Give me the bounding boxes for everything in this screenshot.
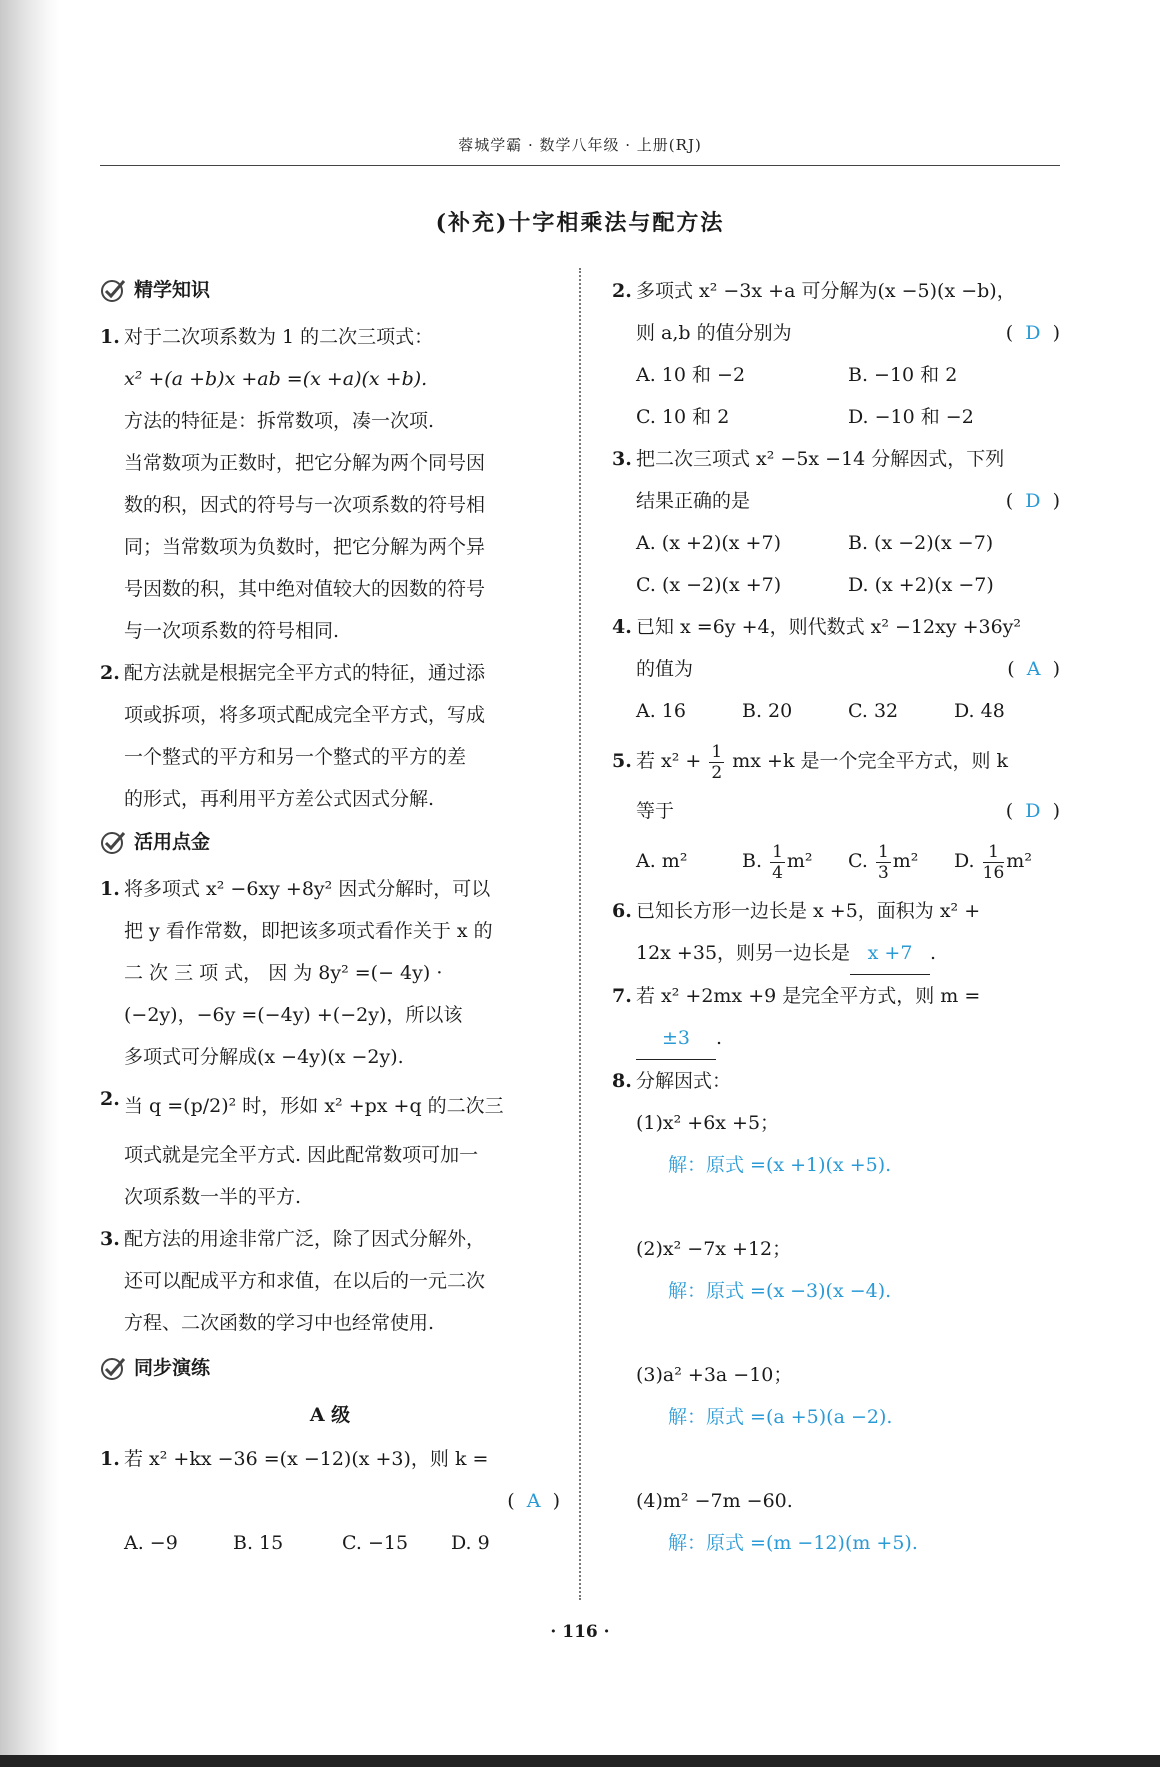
item-number: 6. bbox=[612, 900, 632, 922]
option bbox=[848, 832, 954, 890]
text-line: 当常数项为正数时，把它分解为两个同号因 bbox=[124, 452, 486, 474]
option-term: m² bbox=[786, 850, 813, 872]
option: A. 16 bbox=[636, 700, 686, 722]
page-number: · 116 · bbox=[550, 1622, 610, 1642]
answer-paren: 结果正确的是 ( D ) bbox=[636, 480, 1060, 522]
knowledge-item-1 bbox=[100, 316, 560, 652]
question-7 bbox=[612, 975, 1060, 1060]
question-stem: 12x +35，则另一边长是 x +7 . bbox=[636, 932, 1060, 975]
options-row bbox=[636, 832, 1060, 890]
options-row bbox=[636, 690, 1060, 732]
question-stem: 结果正确的是 bbox=[636, 490, 751, 512]
options-row bbox=[636, 396, 1060, 438]
answer-choice: A bbox=[1026, 658, 1041, 680]
answer-choice: A bbox=[526, 1490, 541, 1512]
fill-blank-answer: x +7 bbox=[850, 932, 930, 975]
question-stem: 若 x² +2mx +9 是完全平方式，则 m = bbox=[636, 985, 981, 1007]
text-line: 数的积，因式的符号与一次项系数的符号相 bbox=[124, 494, 486, 516]
text-line: 与一次项系数的符号相同. bbox=[124, 620, 340, 642]
denominator: 3 bbox=[877, 862, 889, 883]
text-line: 项或拆项，将多项式配成完全平方式，写成 bbox=[124, 704, 486, 726]
question-stem: 分解因式： bbox=[636, 1070, 732, 1092]
option-letter: B. bbox=[742, 850, 763, 872]
solution-line: 解：原式 =(a +5)(a −2). bbox=[668, 1406, 893, 1428]
denominator: 2 bbox=[711, 762, 723, 783]
answer-paren: 等于 ( D ) bbox=[636, 790, 1060, 832]
question-stem: ±3 . bbox=[636, 1017, 1060, 1060]
question-stem: 则 a,b 的值分别为 bbox=[636, 322, 792, 344]
option bbox=[954, 832, 1060, 890]
textbook-page bbox=[100, 0, 1060, 1750]
tip-item-2 bbox=[100, 1078, 560, 1218]
answer-choice: D bbox=[1025, 800, 1041, 822]
options-row bbox=[124, 1522, 560, 1564]
option-term: m² bbox=[892, 850, 919, 872]
check-badge-icon bbox=[100, 277, 126, 303]
answer-paren: 的值为 ( A ) bbox=[636, 648, 1060, 690]
question-stem: 若 x² +kx −36 =(x −12)(x +3)，则 k = bbox=[124, 1448, 489, 1470]
answer-paren: ( A ) bbox=[507, 1490, 560, 1512]
option: A. (x +2)(x +7) bbox=[636, 532, 781, 554]
section-heading-practice bbox=[100, 1348, 560, 1388]
question-stem: 把二次三项式 x² −5x −14 分解因式，下列 bbox=[636, 448, 1005, 470]
item-number: 8. bbox=[612, 1070, 632, 1092]
option: C. 10 和 2 bbox=[636, 406, 730, 428]
item-number: 4. bbox=[612, 616, 632, 638]
text-line: (−2y)，−6y =(−4y) +(−2y)，所以该 bbox=[124, 1004, 463, 1026]
item-number: 2. bbox=[612, 280, 632, 302]
question-2 bbox=[612, 270, 1060, 438]
option: C. (x −2)(x +7) bbox=[636, 574, 782, 596]
question-stem: 多项式 x² −3x +a 可分解为(x −5)(x −b)， bbox=[636, 280, 1016, 302]
denominator: 4 bbox=[772, 862, 783, 883]
option bbox=[742, 832, 848, 890]
text-line: 方程、二次函数的学习中也经常使用. bbox=[124, 1312, 435, 1334]
fraction bbox=[709, 742, 724, 783]
level-label: A 级 bbox=[309, 1404, 351, 1426]
formula-line: x² +(a +b)x +ab =(x +a)(x +b). bbox=[124, 368, 428, 390]
question-4 bbox=[612, 606, 1060, 732]
denominator: 16 bbox=[982, 862, 1005, 883]
text-line: 二 次 三 项 式， 因 为 8y² =(− 4y) · bbox=[124, 962, 443, 984]
column-divider bbox=[579, 268, 581, 1600]
fill-blank-answer: ±3 bbox=[636, 1017, 716, 1060]
knowledge-item-2 bbox=[100, 652, 560, 820]
option-term: m² bbox=[1006, 850, 1032, 872]
option: D. 9 bbox=[451, 1532, 490, 1554]
text-line: 次项系数一半的平方. bbox=[124, 1186, 302, 1208]
option: C. 32 bbox=[848, 700, 899, 722]
text-line: 配方法的用途非常广泛，除了因式分解外， bbox=[124, 1228, 486, 1250]
sub-problem: (4)m² −7m −60. bbox=[636, 1490, 793, 1512]
text-line: 当 q =(p/2)² 时，形如 x² +px +q 的二次三 bbox=[124, 1095, 504, 1117]
answer-paren: 则 a,b 的值分别为 ( D ) bbox=[636, 312, 1060, 354]
option: D. −10 和 −2 bbox=[848, 406, 974, 428]
text-line: 项式就是完全平方式. 因此配常数项可加一 bbox=[124, 1144, 479, 1166]
running-header: 蓉城学霸 · 数学八年级 · 上册(RJ) bbox=[458, 136, 702, 154]
option: A. m² bbox=[636, 850, 688, 872]
stem-part: 12x +35，则另一边长是 bbox=[636, 942, 851, 964]
question-1 bbox=[100, 1438, 560, 1564]
answer-choice: D bbox=[1025, 322, 1041, 344]
fraction bbox=[876, 842, 891, 883]
numerator: 1 bbox=[711, 741, 723, 762]
item-number: 3. bbox=[612, 448, 632, 470]
right-column bbox=[612, 270, 1060, 1564]
text-line: 将多项式 x² −6xy +8y² 因式分解时，可以 bbox=[124, 878, 491, 900]
solution-line: 解：原式 =(m −12)(m +5). bbox=[668, 1532, 918, 1554]
item-number: 2. bbox=[100, 662, 120, 684]
question-stem: 等于 bbox=[636, 800, 675, 822]
solution-line: 解：原式 =(x −3)(x −4). bbox=[668, 1280, 892, 1302]
options-row bbox=[636, 354, 1060, 396]
text-line: 把 y 看作常数，即把该多项式看作关于 x 的 bbox=[124, 920, 493, 942]
item-number: 7. bbox=[612, 985, 632, 1007]
section-heading-label: 同步演练 bbox=[134, 1357, 211, 1379]
solution-line: 解：原式 =(x +1)(x +5). bbox=[668, 1154, 892, 1176]
question-stem: 已知长方形一边长是 x +5，面积为 x² + bbox=[636, 900, 981, 922]
text-line: 对于二次项系数为 1 的二次三项式： bbox=[124, 326, 434, 348]
item-number: 2. bbox=[100, 1088, 120, 1110]
tip-item-1 bbox=[100, 868, 560, 1078]
question-stem bbox=[636, 732, 1060, 790]
fraction bbox=[983, 842, 1005, 883]
section-heading-tips bbox=[100, 822, 560, 862]
section-heading-knowledge bbox=[100, 270, 560, 310]
option: D. 48 bbox=[954, 700, 1005, 722]
options-row bbox=[636, 564, 1060, 606]
left-column bbox=[100, 270, 560, 1564]
option: D. (x +2)(x −7) bbox=[848, 574, 994, 596]
numerator: 1 bbox=[877, 841, 889, 862]
option-letter: D. bbox=[954, 850, 975, 872]
fraction bbox=[770, 842, 785, 883]
page-edge-shadow bbox=[0, 0, 60, 1767]
answer-choice: D bbox=[1025, 490, 1041, 512]
sub-problem: (2)x² −7x +12； bbox=[636, 1238, 792, 1260]
item-number: 1. bbox=[100, 1448, 120, 1470]
bottom-edge-bar bbox=[0, 1755, 1160, 1767]
option: C. −15 bbox=[342, 1532, 409, 1554]
stem-part: mx +k 是一个完全平方式，则 k bbox=[732, 750, 1009, 772]
item-number: 3. bbox=[100, 1228, 120, 1250]
item-number: 1. bbox=[100, 878, 120, 900]
stem-part: 若 x² + bbox=[636, 750, 702, 772]
sub-problem: (1)x² +6x +5； bbox=[636, 1112, 780, 1134]
option: B. (x −2)(x −7) bbox=[848, 532, 994, 554]
text-line: 多项式可分解成(x −4y)(x −2y). bbox=[124, 1046, 404, 1068]
numerator: 1 bbox=[983, 842, 1005, 863]
text-line: 号因数的积，其中绝对值较大的因数的符号 bbox=[124, 578, 486, 600]
question-3 bbox=[612, 438, 1060, 606]
numerator: 1 bbox=[772, 841, 783, 862]
check-badge-icon bbox=[100, 829, 126, 855]
text-line: 配方法就是根据完全平方式的特征，通过添 bbox=[124, 662, 486, 684]
option: B. −10 和 2 bbox=[848, 364, 958, 386]
item-number: 5. bbox=[612, 750, 632, 772]
check-badge-icon bbox=[100, 1355, 126, 1381]
section-heading-label: 精学知识 bbox=[134, 279, 211, 301]
question-stem: 的值为 bbox=[636, 658, 694, 680]
text-line: 方法的特征是：拆常数项，凑一次项. bbox=[124, 410, 435, 432]
sub-problem: (3)a² +3a −10； bbox=[636, 1364, 793, 1386]
text-line: 同；当常数项为负数时，把它分解为两个异 bbox=[124, 536, 486, 558]
options-row bbox=[636, 522, 1060, 564]
question-5 bbox=[612, 732, 1060, 890]
option: B. 20 bbox=[742, 700, 793, 722]
question-6 bbox=[612, 890, 1060, 975]
text-line: 还可以配成平方和求值，在以后的一元二次 bbox=[124, 1270, 486, 1292]
option: A. −9 bbox=[124, 1532, 178, 1554]
item-number: 1. bbox=[100, 326, 120, 348]
text-line: 的形式，再利用平方差公式因式分解. bbox=[124, 788, 435, 810]
option-letter: C. bbox=[848, 850, 868, 872]
tip-item-3 bbox=[100, 1218, 560, 1344]
option: A. 10 和 −2 bbox=[636, 364, 746, 386]
section-heading-label: 活用点金 bbox=[134, 831, 211, 853]
text-line: 一个整式的平方和另一个整式的平方的差 bbox=[124, 746, 467, 768]
section-title: (补充)十字相乘法与配方法 bbox=[435, 210, 725, 236]
question-8 bbox=[612, 1060, 1060, 1564]
option: B. 15 bbox=[233, 1532, 284, 1554]
header-rule bbox=[100, 165, 1060, 166]
question-stem: 已知 x =6y +4，则代数式 x² −12xy +36y² bbox=[636, 616, 1022, 638]
